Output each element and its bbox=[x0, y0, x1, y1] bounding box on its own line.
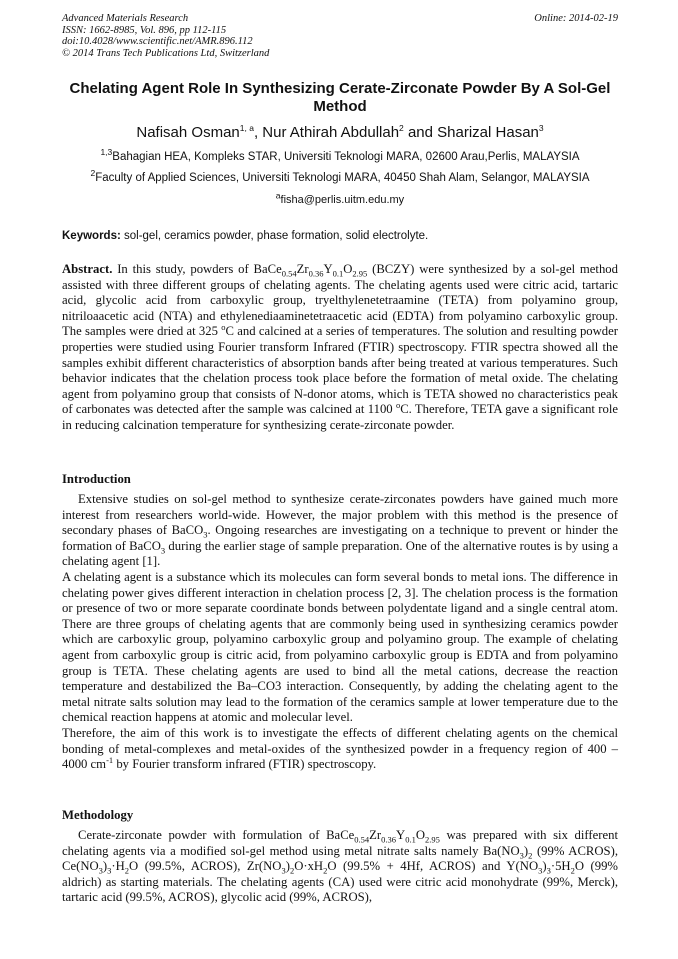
subscript: 3 bbox=[203, 529, 208, 540]
paper-title: Chelating Agent Role In Synthesizing Cerate-Zirconate Powder By A Sol-Gel Method bbox=[69, 80, 611, 115]
paragraph bbox=[62, 492, 618, 570]
author-affiliation-mark: 2 bbox=[399, 123, 404, 133]
subscript: 0.1 bbox=[405, 834, 416, 845]
paragraph-text: Extensive studies on sol-gel method to synthesize cerate-zirconates powders have gained much more interest from researchers world-wide. However, the major problem with this method is the presence of secondary phases of BaCO bbox=[62, 492, 618, 538]
paragraph: A chelating agent is a substance which its molecules can form several bonds to metal ions. The difference in chelating power gives different interaction in chelation process [2, 3]. The chelation process is the formation or presence of two or more separate coordinate bonds between polydentate ligand and a single central atom. There are three groups of chelating agents that are commonly being used in synthesizing ceramics powder which are carboxylic group, polyamino carboxylic group and polyamino group. The example of chelating agent from carboxylic group is citric acid, from polyamino carboxylic group is EDTA and from polyamino group is TETA. These chelating agents are used to bind all the metal cations, decrease the reaction temperature and destabilized the Ba–CO3 interaction. Consequently, by adding the chelating agent to the metal nitrate salts solution may lead to the formation of the ceramics sample at lower temperature due to the chemical reaction happens at atomic and molecular level. bbox=[62, 569, 618, 725]
paragraph bbox=[62, 726, 618, 773]
paragraph-text: O (99% aldrich) as starting materials. The chelating agents (CA) used were citric acid monohydrate (99%, Merck), tartaric acid (99.5%, ACROS), glycolic acid (99%, ACROS), bbox=[62, 859, 618, 905]
subscript: 0.1 bbox=[332, 268, 344, 279]
keywords bbox=[62, 230, 618, 242]
subscript: 3 bbox=[519, 850, 524, 861]
affiliation-mark: 1,3 bbox=[100, 147, 113, 158]
subscript: 2.95 bbox=[425, 834, 440, 845]
contact-email[interactable] bbox=[62, 190, 618, 206]
abstract-label: Abstract. bbox=[62, 262, 113, 276]
author-name: Nafisah Osman bbox=[136, 124, 240, 141]
abstract-text: Zr bbox=[296, 262, 309, 276]
paragraph-text: Zr bbox=[369, 828, 382, 842]
abstract-text: O bbox=[343, 262, 353, 276]
paragraph-text: (99% ACROS), Ce(NO bbox=[62, 843, 618, 874]
subscript: 3 bbox=[107, 865, 112, 876]
superscript: o bbox=[221, 322, 226, 333]
paragraph-text: ·5H bbox=[550, 859, 571, 874]
copyright-line: © 2014 Trans Tech Publications Ltd, Switzerland bbox=[62, 47, 270, 59]
paragraph-text: ) bbox=[523, 843, 529, 858]
paragraph-text: Cerate-zirconate powder with formulation of BaCe bbox=[78, 828, 355, 842]
author-name: Sharizal Hasan bbox=[437, 124, 539, 141]
section-heading-methodology: Methodology bbox=[62, 808, 134, 822]
subscript: 0.54 bbox=[354, 834, 370, 845]
author-separator: and bbox=[403, 124, 438, 141]
abstract-text: Y bbox=[323, 262, 333, 276]
abstract bbox=[62, 262, 618, 434]
superscript: -1 bbox=[106, 754, 114, 765]
paragraph-text: was prepared with six different chelating agents via a modified sol-gel method using metal nitrate salts namely Ba(NO bbox=[62, 828, 618, 858]
author-separator: , bbox=[253, 124, 263, 141]
paragraph bbox=[62, 828, 618, 906]
abstract-text: (BCZY) were synthesized by a sol-gel method assisted with three different groups of chelating agents. The chelating agents used were citric acid, tartaric acid, glycolic acid from carboxylic group, tryelthylenetetraamine (TETA) from polyamino group, nitriloaacetic acid (NTA) and ethylenediaaminetetraacetic acid (EDTA) from polyamino carboxylic group. The samples were dried at 325 bbox=[62, 262, 618, 339]
author-affiliation-mark: 3 bbox=[538, 123, 544, 133]
paragraph-text: by Fourier transform infrared (FTIR) spectroscopy. bbox=[113, 757, 377, 772]
abstract-text: In this study, powders of BaCe bbox=[112, 262, 282, 276]
paragraph-text: O (99.5%, ACROS), Zr(NO bbox=[129, 859, 282, 874]
issn-line: ISSN: 1662-8985, Vol. 896, pp 112-115 bbox=[62, 24, 227, 36]
paragraph-text: ) bbox=[542, 859, 547, 874]
paragraph-text: O·xH bbox=[294, 859, 324, 874]
subscript: 3 bbox=[546, 865, 551, 876]
subscript: 3 bbox=[281, 865, 286, 876]
subscript: 3 bbox=[538, 865, 543, 876]
subscript: 2 bbox=[323, 865, 328, 876]
methodology-body bbox=[62, 828, 618, 906]
subscript: 2.95 bbox=[352, 268, 368, 279]
introduction-body bbox=[62, 492, 618, 773]
subscript: 3 bbox=[160, 545, 166, 556]
paragraph-text: ·H bbox=[111, 859, 125, 874]
subscript: 2 bbox=[528, 850, 533, 861]
keywords-label: Keywords: bbox=[62, 230, 121, 242]
doi-line: doi:10.4028/www.scientific.net/AMR.896.112 bbox=[62, 36, 253, 47]
email-address[interactable]: fisha@perlis.uitm.edu.my bbox=[280, 194, 405, 206]
abstract-text: C and calcined at a series of temperatures. The solution and resulting powder properties were studied using Fourier transform Infrared (FTIR) spectroscopy. FTIR spectra showed all the samples exhibit different characteristics of absorption bands after being treated at various temperatures. Such behavior indicates that the chelation process took place before the formation of metal oxide. The chelating agent from polyamino group that consists of N-donor atoms, which is TETA showed no characteristics peak of carbonates was detected after the sample was calcined at 1100 bbox=[62, 324, 618, 417]
subscript: 2 bbox=[289, 865, 295, 876]
affiliation-mark: 2 bbox=[90, 168, 96, 179]
author-name: Nur Athirah Abdullah bbox=[262, 124, 400, 141]
author-affiliation-mark: 1, a bbox=[239, 123, 254, 133]
affiliation-1 bbox=[62, 147, 618, 163]
affiliation-text: Bahagian HEA, Kompleks STAR, Universiti Teknologi MARA, 02600 Arau,Perlis, MALAYSIA bbox=[112, 151, 580, 163]
subscript: 2 bbox=[124, 865, 130, 876]
paragraph-text: Therefore, the aim of this work is to investigate the effects of different chelating agents on the chemical bonding of metal-complexes and metal-oxides of the synthesized powder in a frequency region of 400 – 4000 cm bbox=[62, 725, 618, 772]
subscript: 0.36 bbox=[308, 268, 324, 279]
keywords-text: sol-gel, ceramics powder, phase formation, solid electrolyte. bbox=[120, 230, 429, 242]
superscript: o bbox=[395, 400, 401, 411]
author-list bbox=[62, 124, 618, 141]
paragraph-text: Y bbox=[396, 828, 406, 842]
subscript: 2 bbox=[570, 865, 575, 876]
subscript: 0.36 bbox=[381, 834, 397, 845]
paragraph-text: . Ongoing researches are investigating on a technique to prevent or hinder the formation of BaCO bbox=[62, 523, 619, 553]
email-mark: a bbox=[275, 190, 281, 201]
affiliation-text: Faculty of Applied Sciences, Universiti Teknologi MARA, 40450 Shah Alam, Selangor, MALAYSIA bbox=[95, 172, 590, 184]
paragraph-text: O bbox=[415, 828, 425, 842]
affiliation-2 bbox=[62, 168, 618, 184]
page-header bbox=[62, 13, 618, 59]
online-date: Online: 2014-02-19 bbox=[534, 13, 618, 24]
section-heading-introduction: Introduction bbox=[62, 472, 131, 486]
paragraph-text: ) bbox=[285, 859, 290, 874]
paragraph-text: O (99.5% + 4Hf, ACROS) and Y(NO bbox=[327, 859, 539, 874]
subscript: 3 bbox=[98, 865, 103, 876]
paragraph-text: ) bbox=[102, 859, 108, 874]
abstract-text: C. Therefore, TETA gave a significant role in reducing calcination temperature for synthesizing cerate-zirconate powder. bbox=[62, 402, 618, 432]
journal-name: Advanced Materials Research bbox=[62, 13, 189, 24]
subscript: 0.54 bbox=[281, 268, 297, 279]
paragraph-text: during the earlier stage of sample preparation. One of the alternative routes is by using a chelating agent [1]. bbox=[62, 538, 618, 569]
